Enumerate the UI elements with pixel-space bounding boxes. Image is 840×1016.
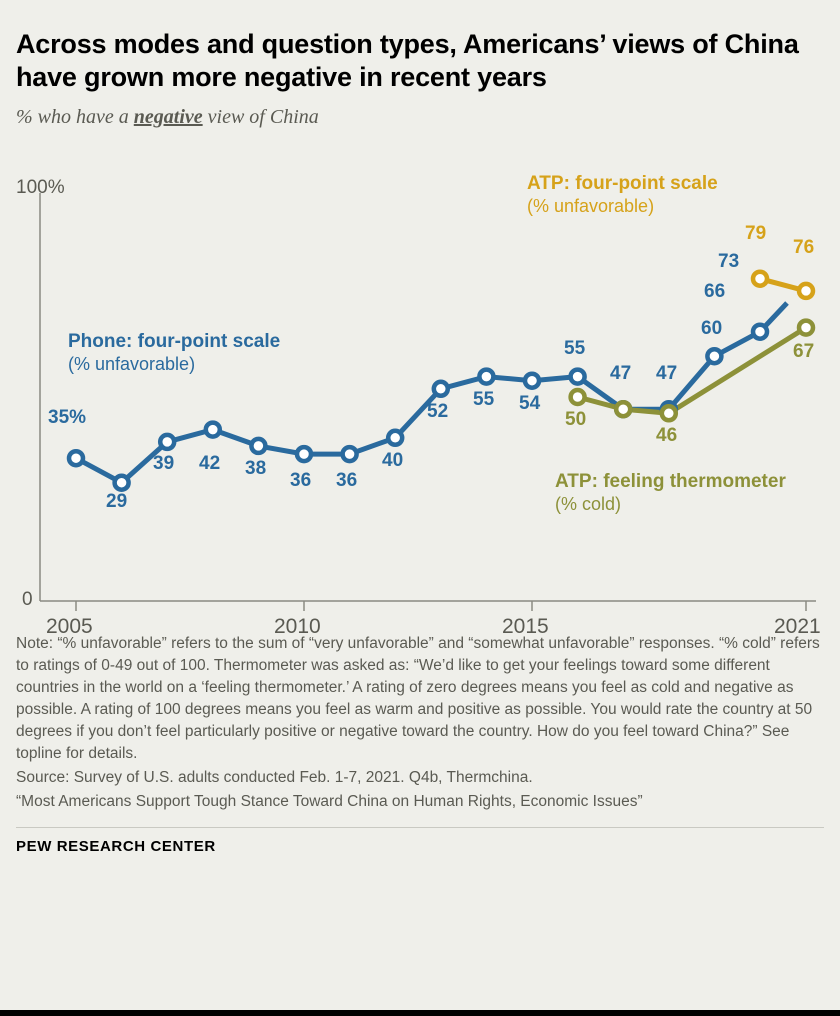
data-label-phone-12: 47: [610, 362, 632, 384]
data-label-phone-7: 40: [382, 449, 404, 471]
data-label-phone-10: 54: [519, 392, 541, 414]
data-label-atp-scale-1: 76: [793, 236, 815, 258]
y-axis-label-zero: 0: [22, 588, 33, 610]
data-label-atp-scale-0: 79: [745, 222, 767, 244]
chart-canvas: [16, 153, 824, 623]
data-label-phone-16: 73: [718, 250, 740, 272]
report-title-text: “Most Americans Support Tough Stance Toward China on Human Rights, Economic Issues”: [16, 792, 643, 810]
pew-research-center-brand: PEW RESEARCH CENTER: [16, 837, 216, 855]
annotation-atp-thermo: [555, 471, 786, 515]
data-label-phone-0: 35%: [48, 406, 87, 428]
subtitle-emphasis: negative: [133, 105, 203, 128]
line-chart: [16, 153, 824, 638]
page-title: Across modes and question types, Americans’ views of China have grown more negative in recent years: [16, 29, 799, 92]
data-label-phone-2: 39: [153, 452, 175, 474]
annotation-atp-scale-title: ATP: four-point scale: [527, 172, 718, 194]
annotation-atp-thermo-sub: (% cold): [555, 493, 622, 514]
source-text: Source: Survey of U.S. adults conducted Feb. 1-7, 2021. Q4b, Thermchina.: [16, 768, 533, 786]
annotation-phone: [68, 331, 280, 375]
annotation-atp-scale-sub: (% unfavorable): [527, 195, 655, 216]
data-label-atp-thermo-2: 46: [656, 424, 678, 446]
y-axis-label-top: 100%: [16, 176, 65, 198]
note-text: Note: “% unfavorable” refers to the sum of “very unfavorable” and “somewhat unfavorable” responses. “% cold” refers to ratings of 0-49 out of 100. Thermometer was asked as: “We’d like to get your feelings toward some different countries in the world on a ‘feeling thermometer.’ A rating of zero degrees means you feel as cold and negative as possible. A rating of 100 degrees means you feel as warm and positive as possible. You would rate the country at 50 degrees if you don’t feel particularly positive or negative toward the country. How do you feel toward China?” See topline for details.: [16, 634, 820, 762]
x-axis-tick-2010: 2010: [274, 614, 321, 638]
x-axis-tick-2021: 2021: [774, 614, 821, 638]
annotation-atp-scale: [527, 173, 718, 217]
chart-subtitle: [16, 106, 824, 129]
data-label-phone-9: 55: [473, 388, 495, 410]
data-label-phone-4: 38: [245, 457, 267, 479]
data-label-phone-3: 42: [199, 452, 221, 474]
data-label-phone-5: 36: [290, 469, 312, 491]
data-label-phone-13: 47: [656, 362, 678, 384]
subtitle-post: view of China: [202, 105, 319, 128]
x-axis-tick-2005: 2005: [46, 614, 93, 638]
data-label-phone-8: 52: [427, 400, 449, 422]
data-label-phone-11: 55: [564, 337, 586, 359]
data-label-phone-15: 66: [704, 280, 726, 302]
bottom-rule: [0, 1010, 840, 1016]
data-label-phone-14: 60: [701, 317, 723, 339]
data-label-atp-thermo-3: 67: [793, 340, 815, 362]
annotation-atp-thermo-title: ATP: feeling thermometer: [555, 470, 786, 492]
subtitle-pre: % who have a: [16, 105, 134, 128]
data-label-atp-thermo-0: 50: [565, 408, 587, 430]
annotation-phone-sub: (% unfavorable): [68, 353, 196, 374]
x-axis-tick-2015: 2015: [502, 614, 549, 638]
chart-notes: [16, 633, 824, 813]
data-label-phone-6: 36: [336, 469, 358, 491]
data-label-phone-1: 29: [106, 490, 128, 512]
annotation-phone-title: Phone: four-point scale: [68, 330, 281, 352]
footer-divider: [16, 827, 824, 828]
